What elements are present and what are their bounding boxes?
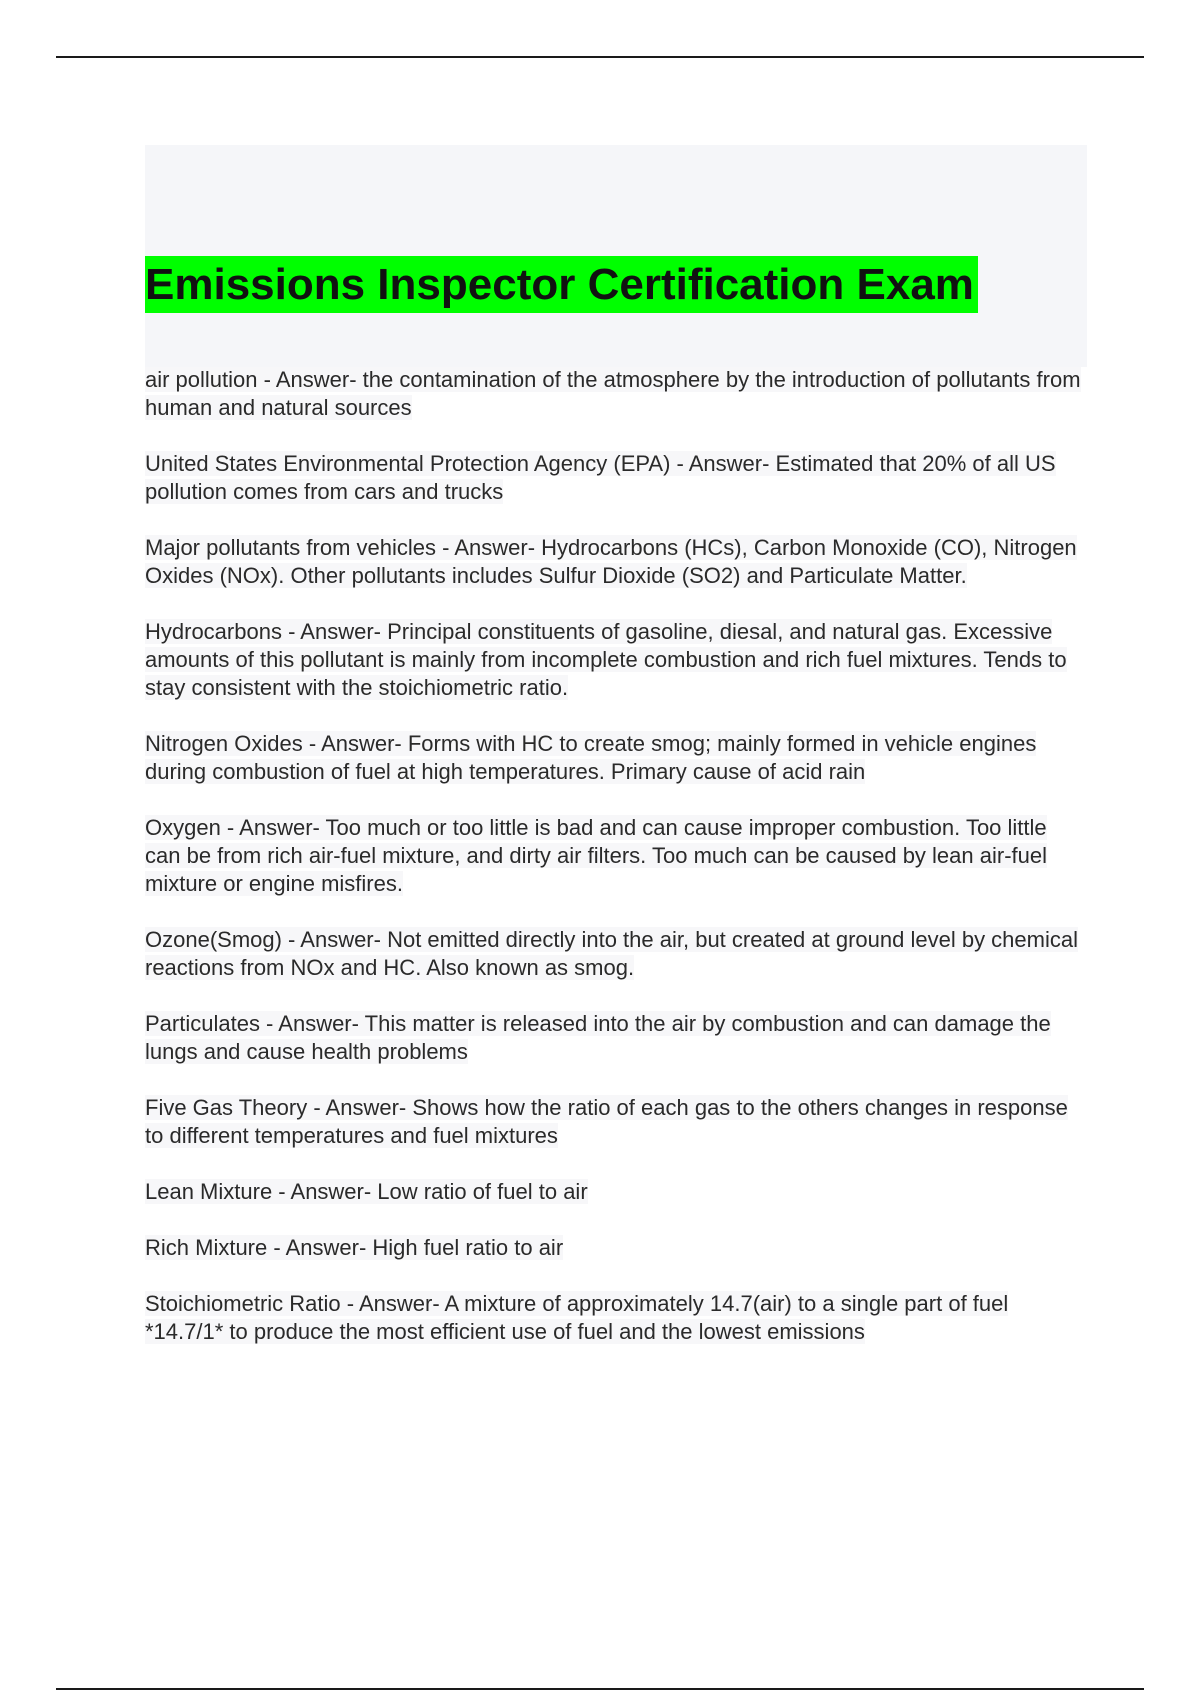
qa-entry-text: air pollution - Answer- the contamination of the atmosphere by the introduction of pollutants from human and natural sources — [145, 367, 1081, 420]
qa-entry-major-pollutants — [145, 534, 1087, 590]
qa-entry-five-gas-theory — [145, 1094, 1087, 1150]
qa-entry-text: Rich Mixture - Answer- High fuel ratio to air — [145, 1235, 564, 1260]
document-title: Emissions Inspector Certification Exam — [145, 256, 978, 313]
qa-entry-text: United States Environmental Protection Agency (EPA) - Answer- Estimated that 20% of all US pollution comes from cars and trucks — [145, 451, 1056, 504]
qa-entry-text: Particulates - Answer- This matter is released into the air by combustion and can damage the lungs and cause health problems — [145, 1011, 1051, 1064]
qa-entry-ozone — [145, 926, 1087, 982]
qa-list — [145, 366, 1087, 1374]
header-rule — [56, 56, 1144, 58]
qa-entry-rich-mixture — [145, 1234, 1087, 1262]
qa-entry-text: Hydrocarbons - Answer- Principal constituents of gasoline, diesal, and natural gas. Excessive amounts of this pollutant is mainly from incomplete combustion and rich fuel mixtures. Tends to stay consistent with the stoichiometric ratio. — [145, 619, 1067, 700]
qa-entry-nitrogen-oxides — [145, 730, 1087, 786]
qa-entry-oxygen — [145, 814, 1087, 898]
qa-entry-text: Nitrogen Oxides - Answer- Forms with HC to create smog; mainly formed in vehicle engines during combustion of fuel at high temperatures. Primary cause of acid rain — [145, 731, 1037, 784]
qa-entry-epa — [145, 450, 1087, 506]
qa-entry-text: Oxygen - Answer- Too much or too little is bad and can cause improper combustion. Too little can be from rich air-fuel mixture, and dirty air filters. Too much can be caused by lean air-fuel mixture or engine misfires. — [145, 815, 1047, 896]
qa-entry-lean-mixture — [145, 1178, 1087, 1206]
qa-entry-text: Stoichiometric Ratio - Answer- A mixture of approximately 14.7(air) to a single part of fuel *14.7/1* to produce the most efficient use of fuel and the lowest emissions — [145, 1291, 1009, 1344]
qa-entry-text: Five Gas Theory - Answer- Shows how the ratio of each gas to the others changes in response to different temperatures and fuel mixtures — [145, 1095, 1068, 1148]
qa-entry-text: Ozone(Smog) - Answer- Not emitted directly into the air, but created at ground level by chemical reactions from NOx and HC. Also known as smog. — [145, 927, 1078, 980]
footer-rule — [56, 1688, 1144, 1690]
qa-entry-text: Major pollutants from vehicles - Answer- Hydrocarbons (HCs), Carbon Monoxide (CO), Nitrogen Oxides (NOx). Other pollutants includes Sulfur Dioxide (SO2) and Particulate Matter. — [145, 535, 1077, 588]
qa-entry-stoichiometric-ratio — [145, 1290, 1087, 1346]
qa-entry-particulates — [145, 1010, 1087, 1066]
qa-entry-hydrocarbons — [145, 618, 1087, 702]
qa-entry-air-pollution — [145, 366, 1087, 422]
qa-entry-text: Lean Mixture - Answer- Low ratio of fuel to air — [145, 1179, 588, 1204]
